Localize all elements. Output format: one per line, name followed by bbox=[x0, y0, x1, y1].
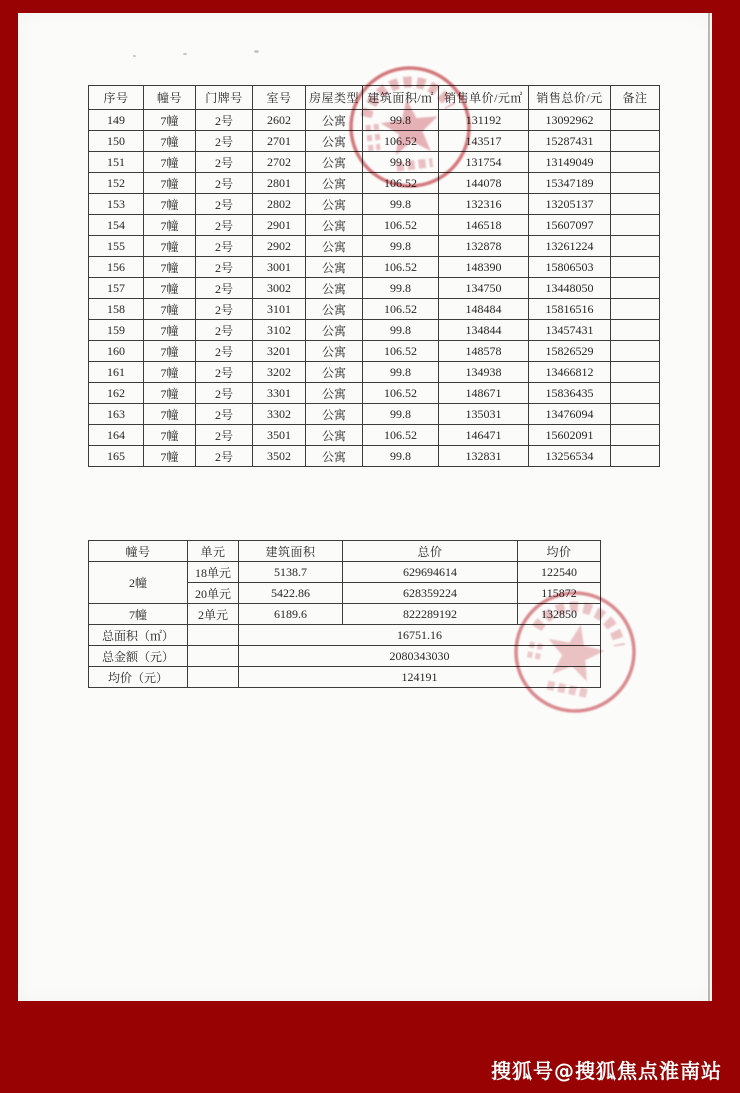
table-cell: 2号 bbox=[196, 425, 253, 446]
table-cell: 161 bbox=[89, 362, 144, 383]
column-header: 房屋类型 bbox=[306, 86, 363, 110]
table-cell: 122540 bbox=[518, 562, 601, 583]
table-cell: 132316 bbox=[439, 194, 529, 215]
table-cell: 13476094 bbox=[529, 404, 611, 425]
column-header: 建筑面积/㎡ bbox=[363, 86, 439, 110]
table-cell: 7幢 bbox=[144, 110, 196, 131]
table-cell: 2号 bbox=[196, 404, 253, 425]
table-cell: 106.52 bbox=[363, 257, 439, 278]
table-cell bbox=[611, 425, 660, 446]
table-cell: 5138.7 bbox=[239, 562, 343, 583]
column-header: 幢号 bbox=[144, 86, 196, 110]
table-cell: 公寓 bbox=[306, 299, 363, 320]
table-cell: 132831 bbox=[439, 446, 529, 467]
table-row bbox=[89, 383, 660, 404]
table-cell: 6189.6 bbox=[239, 604, 343, 625]
table-cell: 均价（元） bbox=[89, 667, 188, 688]
table-cell: 2号 bbox=[196, 299, 253, 320]
table-cell: 15287431 bbox=[529, 131, 611, 152]
table-cell: 131192 bbox=[439, 110, 529, 131]
table-cell: 公寓 bbox=[306, 278, 363, 299]
table-cell: 2701 bbox=[253, 131, 306, 152]
column-header: 总价 bbox=[343, 541, 518, 562]
table-cell: 99.8 bbox=[363, 278, 439, 299]
table-cell: 16751.16 bbox=[239, 625, 601, 646]
table-cell: 7幢 bbox=[144, 278, 196, 299]
column-header: 室号 bbox=[253, 86, 306, 110]
table-cell: 5422.86 bbox=[239, 583, 343, 604]
table-row bbox=[89, 404, 660, 425]
table-cell: 7幢 bbox=[89, 604, 188, 625]
table-row bbox=[89, 215, 660, 236]
table-cell: 99.8 bbox=[363, 152, 439, 173]
table-cell: 15347189 bbox=[529, 173, 611, 194]
table-cell: 2号 bbox=[196, 194, 253, 215]
table-cell: 2号 bbox=[196, 215, 253, 236]
table-cell: 2单元 bbox=[188, 604, 239, 625]
table-cell: 162 bbox=[89, 383, 144, 404]
table-cell: 13092962 bbox=[529, 110, 611, 131]
table-cell bbox=[611, 131, 660, 152]
table-cell: 822289192 bbox=[343, 604, 518, 625]
header-row bbox=[89, 86, 660, 110]
table-cell: 15826529 bbox=[529, 341, 611, 362]
table-cell bbox=[611, 257, 660, 278]
scan-speck bbox=[183, 53, 187, 55]
table-cell: 629694614 bbox=[343, 562, 518, 583]
table-row bbox=[89, 110, 660, 131]
table-cell: 7幢 bbox=[144, 173, 196, 194]
table-cell bbox=[611, 320, 660, 341]
table-cell: 2080343030 bbox=[239, 646, 601, 667]
table-cell: 公寓 bbox=[306, 425, 363, 446]
table-cell: 3202 bbox=[253, 362, 306, 383]
table-cell: 148671 bbox=[439, 383, 529, 404]
table-cell: 公寓 bbox=[306, 173, 363, 194]
table-cell bbox=[611, 446, 660, 467]
table-cell: 15607097 bbox=[529, 215, 611, 236]
table-cell: 2号 bbox=[196, 341, 253, 362]
table-cell: 149 bbox=[89, 110, 144, 131]
table-row bbox=[89, 446, 660, 467]
summary-table bbox=[88, 540, 601, 688]
table-cell bbox=[188, 646, 239, 667]
table-cell: 146518 bbox=[439, 215, 529, 236]
table-row bbox=[89, 425, 660, 446]
column-header: 备注 bbox=[611, 86, 660, 110]
table-row bbox=[89, 625, 601, 646]
table-cell: 164 bbox=[89, 425, 144, 446]
table-cell: 148484 bbox=[439, 299, 529, 320]
table-cell: 13149049 bbox=[529, 152, 611, 173]
table-cell: 13466812 bbox=[529, 362, 611, 383]
table-cell: 151 bbox=[89, 152, 144, 173]
table-cell: 7幢 bbox=[144, 236, 196, 257]
scan-speck bbox=[254, 50, 259, 53]
table-cell: 159 bbox=[89, 320, 144, 341]
table-cell: 公寓 bbox=[306, 341, 363, 362]
table-cell bbox=[611, 404, 660, 425]
table-cell: 106.52 bbox=[363, 341, 439, 362]
table-cell: 2号 bbox=[196, 257, 253, 278]
table-cell: 132850 bbox=[518, 604, 601, 625]
table-cell: 115872 bbox=[518, 583, 601, 604]
table-cell: 13261224 bbox=[529, 236, 611, 257]
table-cell: 3302 bbox=[253, 404, 306, 425]
table-cell: 99.8 bbox=[363, 320, 439, 341]
table-cell: 7幢 bbox=[144, 215, 196, 236]
table-cell: 7幢 bbox=[144, 404, 196, 425]
table-cell: 106.52 bbox=[363, 383, 439, 404]
table-row bbox=[89, 341, 660, 362]
column-header: 均价 bbox=[518, 541, 601, 562]
table-cell: 13256534 bbox=[529, 446, 611, 467]
table-cell: 公寓 bbox=[306, 110, 363, 131]
table-cell: 152 bbox=[89, 173, 144, 194]
table-cell: 106.52 bbox=[363, 131, 439, 152]
table-row bbox=[89, 152, 660, 173]
table-cell: 3501 bbox=[253, 425, 306, 446]
table-cell: 148390 bbox=[439, 257, 529, 278]
table-cell: 2号 bbox=[196, 320, 253, 341]
table-cell: 150 bbox=[89, 131, 144, 152]
table-cell: 2902 bbox=[253, 236, 306, 257]
sohu-watermark: 搜狐号@搜狐焦点淮南站 bbox=[491, 1059, 722, 1083]
table-cell: 131754 bbox=[439, 152, 529, 173]
table-row bbox=[89, 131, 660, 152]
table-cell: 7幢 bbox=[144, 194, 196, 215]
table-row bbox=[89, 646, 601, 667]
table-row bbox=[89, 299, 660, 320]
table-row bbox=[89, 278, 660, 299]
table-cell: 15602091 bbox=[529, 425, 611, 446]
table-cell: 99.8 bbox=[363, 194, 439, 215]
table-cell: 132878 bbox=[439, 236, 529, 257]
table-cell bbox=[188, 667, 239, 688]
table-cell: 156 bbox=[89, 257, 144, 278]
table-cell bbox=[611, 278, 660, 299]
table-cell: 2号 bbox=[196, 236, 253, 257]
table-cell: 2号 bbox=[196, 173, 253, 194]
table-row bbox=[89, 362, 660, 383]
table-cell: 7幢 bbox=[144, 257, 196, 278]
table-cell: 99.8 bbox=[363, 404, 439, 425]
table-cell: 公寓 bbox=[306, 215, 363, 236]
table-cell: 2901 bbox=[253, 215, 306, 236]
table-cell: 2602 bbox=[253, 110, 306, 131]
table-cell: 公寓 bbox=[306, 257, 363, 278]
table-row bbox=[89, 604, 601, 625]
table-cell: 2801 bbox=[253, 173, 306, 194]
table-cell: 2号 bbox=[196, 383, 253, 404]
table-cell: 公寓 bbox=[306, 236, 363, 257]
table-cell: 15806503 bbox=[529, 257, 611, 278]
table-cell bbox=[611, 215, 660, 236]
table-cell: 106.52 bbox=[363, 215, 439, 236]
table-cell: 公寓 bbox=[306, 152, 363, 173]
table-cell: 总面积（㎡） bbox=[89, 625, 188, 646]
table-row bbox=[89, 667, 601, 688]
table-cell: 7幢 bbox=[144, 383, 196, 404]
table-cell: 106.52 bbox=[363, 299, 439, 320]
table-cell: 158 bbox=[89, 299, 144, 320]
table-cell: 公寓 bbox=[306, 194, 363, 215]
table-cell: 157 bbox=[89, 278, 144, 299]
table-cell: 106.52 bbox=[363, 425, 439, 446]
table-cell bbox=[611, 110, 660, 131]
table-cell: 2号 bbox=[196, 278, 253, 299]
table-cell: 2802 bbox=[253, 194, 306, 215]
table-cell: 2702 bbox=[253, 152, 306, 173]
table-cell: 160 bbox=[89, 341, 144, 362]
table-cell: 7幢 bbox=[144, 320, 196, 341]
table-cell: 7幢 bbox=[144, 341, 196, 362]
table-cell: 18单元 bbox=[188, 562, 239, 583]
table-cell: 2幢 bbox=[89, 562, 188, 604]
table-row bbox=[89, 236, 660, 257]
table-cell: 15816516 bbox=[529, 299, 611, 320]
table-cell: 公寓 bbox=[306, 362, 363, 383]
table-cell: 99.8 bbox=[363, 362, 439, 383]
table-cell: 106.52 bbox=[363, 173, 439, 194]
table-cell: 3301 bbox=[253, 383, 306, 404]
column-header: 门牌号 bbox=[196, 86, 253, 110]
table-cell: 3201 bbox=[253, 341, 306, 362]
table-cell: 134938 bbox=[439, 362, 529, 383]
table-cell: 3502 bbox=[253, 446, 306, 467]
table-cell: 13205137 bbox=[529, 194, 611, 215]
table-row bbox=[89, 173, 660, 194]
table-cell: 3002 bbox=[253, 278, 306, 299]
table-cell: 7幢 bbox=[144, 362, 196, 383]
table-cell: 99.8 bbox=[363, 236, 439, 257]
table-cell: 154 bbox=[89, 215, 144, 236]
header-row bbox=[89, 541, 601, 562]
table-cell: 134750 bbox=[439, 278, 529, 299]
table-cell: 公寓 bbox=[306, 404, 363, 425]
column-header: 销售单价/元㎡ bbox=[439, 86, 529, 110]
column-header: 单元 bbox=[188, 541, 239, 562]
table-cell: 3101 bbox=[253, 299, 306, 320]
table-cell: 总金额（元） bbox=[89, 646, 188, 667]
table-cell: 2号 bbox=[196, 110, 253, 131]
unit-sales-table bbox=[88, 85, 660, 467]
column-header: 幢号 bbox=[89, 541, 188, 562]
table-cell: 134844 bbox=[439, 320, 529, 341]
table-cell: 15836435 bbox=[529, 383, 611, 404]
table-cell: 7幢 bbox=[144, 299, 196, 320]
table-cell bbox=[611, 341, 660, 362]
table-cell: 153 bbox=[89, 194, 144, 215]
table-cell: 99.8 bbox=[363, 110, 439, 131]
column-header: 序号 bbox=[89, 86, 144, 110]
table-row bbox=[89, 194, 660, 215]
table-cell: 公寓 bbox=[306, 383, 363, 404]
table-cell bbox=[611, 383, 660, 404]
table-cell: 155 bbox=[89, 236, 144, 257]
table-row bbox=[89, 257, 660, 278]
table-cell: 20单元 bbox=[188, 583, 239, 604]
table-cell bbox=[188, 625, 239, 646]
table-cell: 2号 bbox=[196, 446, 253, 467]
column-header: 建筑面积 bbox=[239, 541, 343, 562]
table-cell: 2号 bbox=[196, 362, 253, 383]
table-cell bbox=[611, 194, 660, 215]
table-cell: 628359224 bbox=[343, 583, 518, 604]
table-cell bbox=[611, 173, 660, 194]
table-cell: 144078 bbox=[439, 173, 529, 194]
table-cell: 7幢 bbox=[144, 131, 196, 152]
table-cell: 148578 bbox=[439, 341, 529, 362]
table-cell: 13448050 bbox=[529, 278, 611, 299]
table-cell: 公寓 bbox=[306, 446, 363, 467]
table-cell: 124191 bbox=[239, 667, 601, 688]
table-cell: 135031 bbox=[439, 404, 529, 425]
table-cell bbox=[611, 152, 660, 173]
table-cell: 99.8 bbox=[363, 446, 439, 467]
table-cell: 公寓 bbox=[306, 131, 363, 152]
table-cell: 3001 bbox=[253, 257, 306, 278]
table-cell bbox=[611, 362, 660, 383]
table-cell: 2号 bbox=[196, 131, 253, 152]
table-cell: 7幢 bbox=[144, 152, 196, 173]
table-cell: 163 bbox=[89, 404, 144, 425]
paper-sheet bbox=[18, 13, 712, 1001]
table-cell: 7幢 bbox=[144, 446, 196, 467]
table-cell: 7幢 bbox=[144, 425, 196, 446]
table-cell: 165 bbox=[89, 446, 144, 467]
table-cell: 2号 bbox=[196, 152, 253, 173]
table-cell: 13457431 bbox=[529, 320, 611, 341]
scan-edge-shadow bbox=[708, 13, 710, 1001]
column-header: 销售总价/元 bbox=[529, 86, 611, 110]
scan-speck bbox=[133, 55, 136, 57]
table-cell: 143517 bbox=[439, 131, 529, 152]
table-row bbox=[89, 562, 601, 583]
table-cell bbox=[611, 236, 660, 257]
table-cell: 3102 bbox=[253, 320, 306, 341]
table-cell: 146471 bbox=[439, 425, 529, 446]
table-row bbox=[89, 320, 660, 341]
table-cell: 公寓 bbox=[306, 320, 363, 341]
table-cell bbox=[611, 299, 660, 320]
